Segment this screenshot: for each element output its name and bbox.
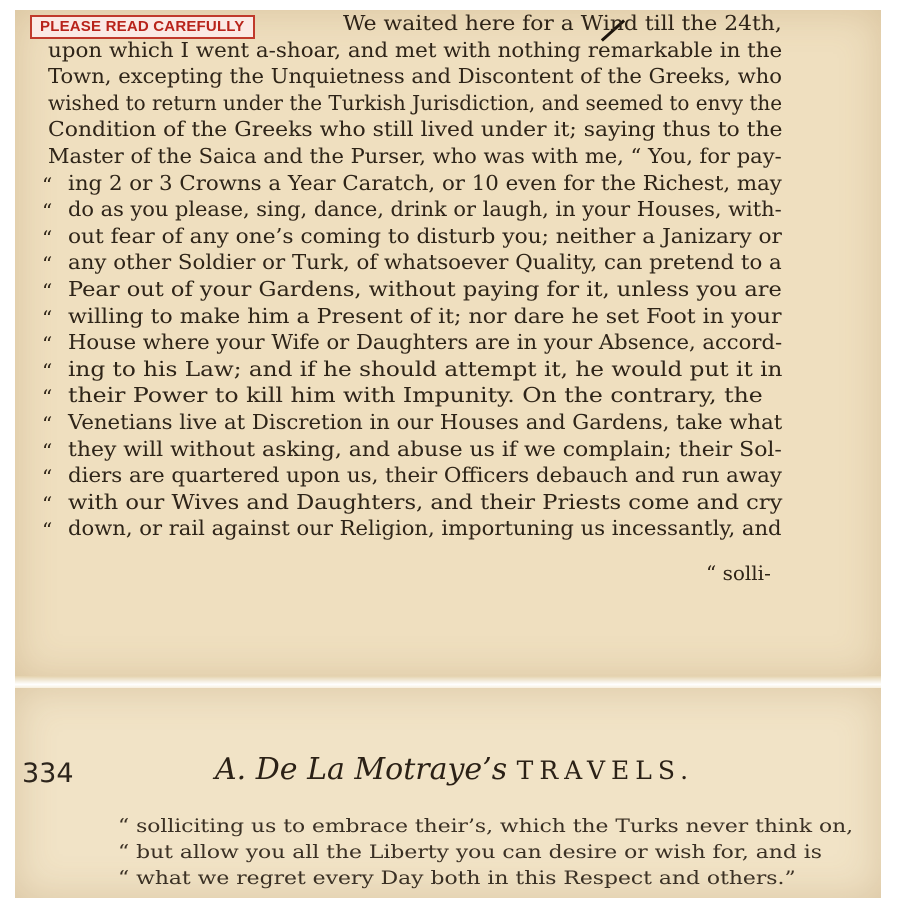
quote-mark: “ <box>42 332 53 357</box>
quote-mark: “ <box>42 172 53 197</box>
catchword: “ solli- <box>706 561 771 585</box>
quote-mark: “ <box>42 491 53 516</box>
text-line: Venetians live at Discretion in our Houses and Gardens, take what <box>68 410 783 434</box>
running-head-travels: TRAVELS. <box>516 756 695 785</box>
text-line: willing to make him a Present of it; nor dare he set Foot in your <box>68 303 782 328</box>
text-line: Town, excepting the Unquietness and Discontent of the Greeks, who <box>48 64 782 89</box>
text-line: down, or rail against our Religion, importuning us incessantly, and <box>68 516 782 541</box>
bottom-text-line: “ but allow you all the Liberty you can desire or wish for, and is <box>118 841 822 863</box>
text-line: they will without asking, and abuse us if we complain; their Sol- <box>68 436 782 461</box>
text-line: do as you please, sing, dance, drink or laugh, in your Houses, with- <box>68 197 782 222</box>
quote-mark: “ <box>42 438 53 463</box>
running-head <box>215 752 694 787</box>
quote-mark: “ <box>42 225 53 250</box>
quote-mark: “ <box>42 385 53 410</box>
text-line: ing to his Law; and if he should attempt it, he would put it in <box>68 356 783 381</box>
quote-mark: “ <box>42 305 53 330</box>
text-line: diers are quartered upon us, their Officers debauch and run away <box>68 463 782 488</box>
please-read-badge: PLEASE READ CAREFULLY <box>30 15 255 39</box>
text-line: their Power to kill him with Impunity. On the contrary, the <box>68 383 763 408</box>
quote-mark: “ <box>42 252 53 277</box>
text-line: any other Soldier or Turk, of whatsoever Quality, can pretend to a <box>68 250 782 275</box>
text-line: We waited here for a Wind till the 24th, <box>343 11 782 35</box>
bottom-text-line: “ what we regret every Day both in this Respect and others.” <box>118 867 796 889</box>
text-line: Pear out of your Gardens, without paying for it, unless you are <box>68 277 782 301</box>
text-line: wished to return under the Turkish Jurisdiction, and seemed to envy the <box>48 90 783 115</box>
text-line: Master of the Saica and the Purser, who was with me, “ You, for pay- <box>48 144 782 168</box>
text-line: with our Wives and Daughters, and their Priests come and cry <box>68 489 783 514</box>
text-line: upon which I went a-shoar, and met with nothing remarkable in the <box>48 37 783 62</box>
quote-mark: “ <box>42 199 53 224</box>
quote-mark: “ <box>42 279 53 303</box>
page-number: 334 <box>22 758 74 789</box>
text-line: Condition of the Greeks who still lived under it; saying thus to the <box>48 117 783 142</box>
bottom-text-line: “ solliciting us to embrace their’s, which the Turks never think on, <box>118 815 854 837</box>
quote-mark: “ <box>42 465 53 490</box>
text-line: ing 2 or 3 Crowns a Year Caratch, or 10 even for the Richest, may <box>68 170 782 195</box>
text-line: out fear of any one’s coming to disturb you; neither a Janizary or <box>68 223 782 248</box>
quote-mark: “ <box>42 412 53 436</box>
running-head-title: A. De La Motraye’s <box>215 752 508 787</box>
quote-mark: “ <box>42 518 53 543</box>
quote-mark: “ <box>42 358 53 383</box>
text-line: House where your Wife or Daughters are in your Absence, accord- <box>68 330 783 355</box>
